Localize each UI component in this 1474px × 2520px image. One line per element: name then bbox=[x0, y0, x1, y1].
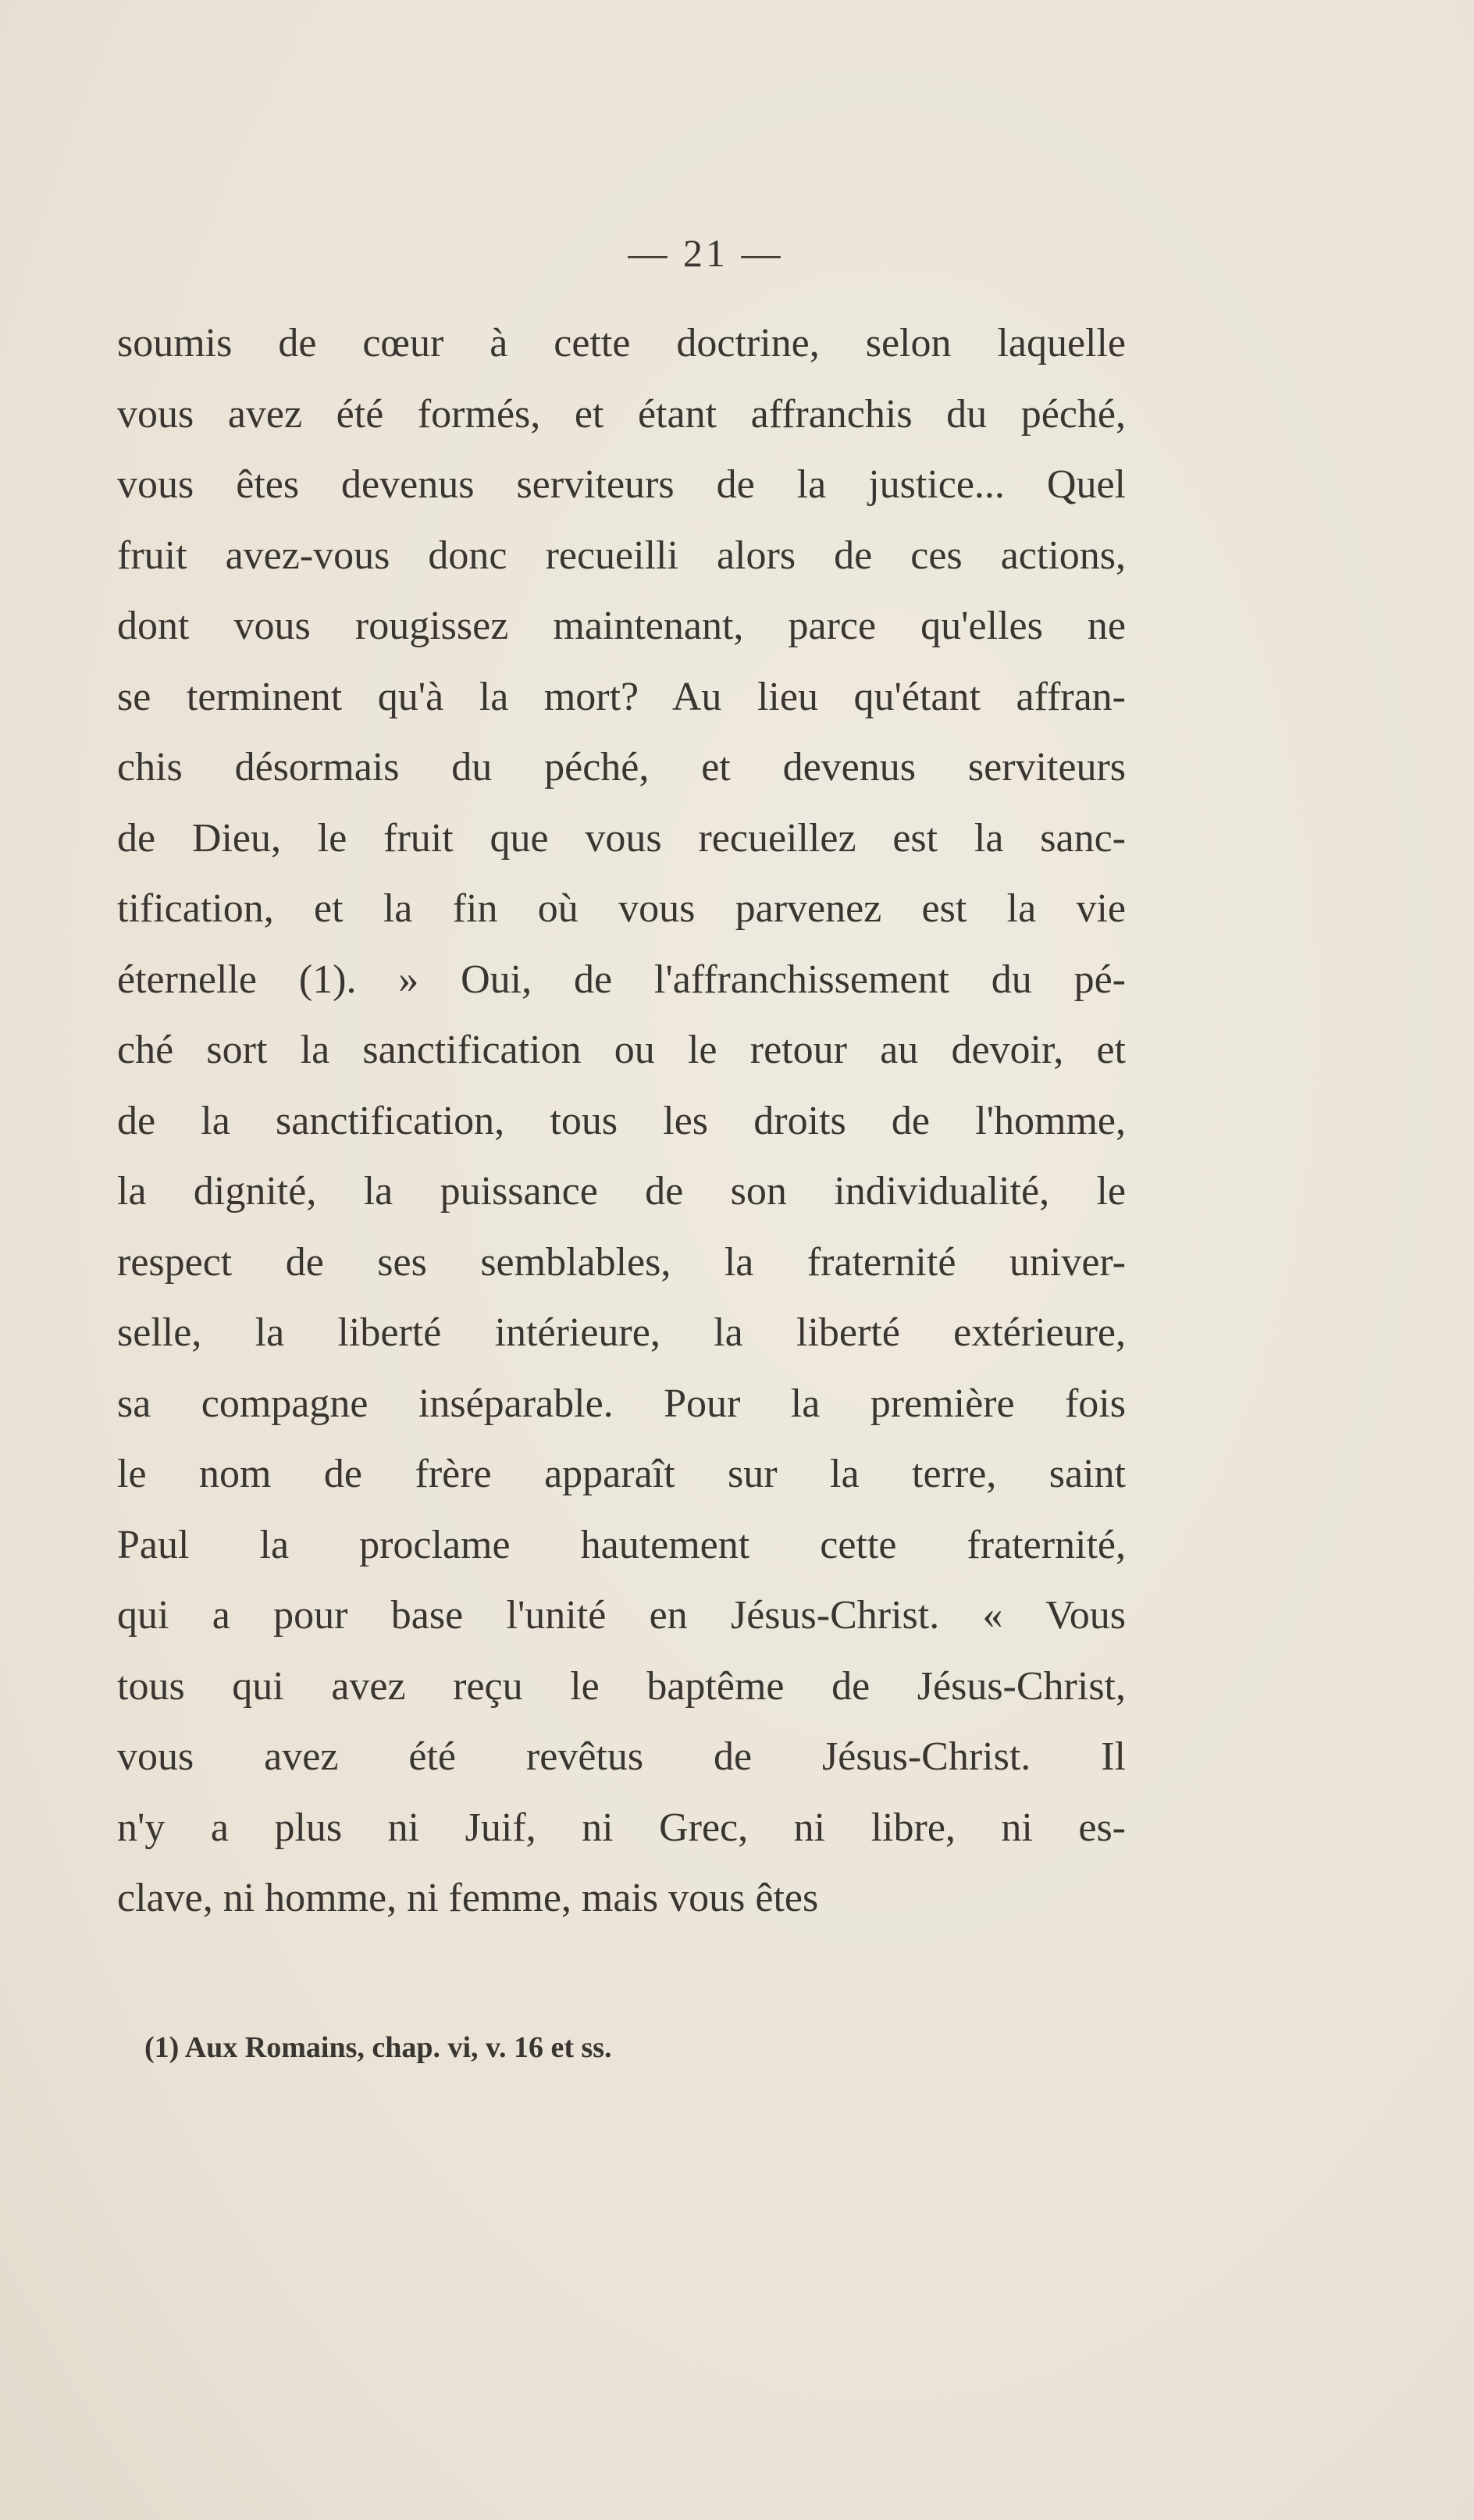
text-line: tification, et la fin où vous parvenez est la vie bbox=[117, 886, 1126, 931]
text-line: fruit avez-vous donc recueilli alors de ces actions, bbox=[117, 533, 1126, 578]
footnote: (1) Aux Romains, chap. vi, v. 16 et ss. bbox=[144, 2031, 612, 2064]
text-line: de Dieu, le fruit que vous recueillez est la sanc- bbox=[117, 815, 1126, 861]
text-line: qui a pour base l'unité en Jésus-Christ. « Vous bbox=[117, 1593, 1126, 1638]
text-line: clave, ni homme, ni femme, mais vous êtes bbox=[117, 1876, 819, 1920]
text-line: sa compagne inséparable. Pour la première fois bbox=[117, 1381, 1126, 1426]
text-line: ché sort la sanctification ou le retour au devoir, et bbox=[117, 1028, 1126, 1072]
text-line: n'y a plus ni Juif, ni Grec, ni libre, ni es- bbox=[117, 1805, 1126, 1850]
text-line: dont vous rougissez maintenant, parce qu'elles ne bbox=[117, 604, 1126, 648]
text-line: tous qui avez reçu le baptême de Jésus-Christ, bbox=[117, 1663, 1126, 1709]
text-line: vous êtes devenus serviteurs de la justice... Quel bbox=[117, 462, 1126, 507]
text-line: éternelle (1). » Oui, de l'affranchissement du pé- bbox=[117, 957, 1126, 1002]
text-line: Paul la proclame hautement cette fraternité, bbox=[117, 1522, 1126, 1567]
text-line: de la sanctification, tous les droits de l'homme, bbox=[117, 1098, 1126, 1143]
page-number: — 21 — bbox=[628, 231, 784, 275]
text-line: respect de ses semblables, la fraternité univer- bbox=[117, 1239, 1126, 1285]
text-line: vous avez été formés, et étant affranchis du péché, bbox=[117, 391, 1126, 437]
text-line: chis désormais du péché, et devenus serviteurs bbox=[117, 745, 1126, 790]
body-text bbox=[117, 308, 1126, 1934]
text-line: selle, la liberté intérieure, la liberté extérieure, bbox=[117, 1310, 1126, 1355]
text-line: se terminent qu'à la mort? Au lieu qu'étant affran- bbox=[117, 674, 1126, 719]
text-line: vous avez été revêtus de Jésus-Christ. Il bbox=[117, 1734, 1126, 1779]
text-line: soumis de cœur à cette doctrine, selon laquelle bbox=[117, 321, 1126, 365]
text-line: le nom de frère apparaît sur la terre, saint bbox=[117, 1452, 1126, 1496]
text-line: la dignité, la puissance de son individualité, le bbox=[117, 1169, 1126, 1214]
